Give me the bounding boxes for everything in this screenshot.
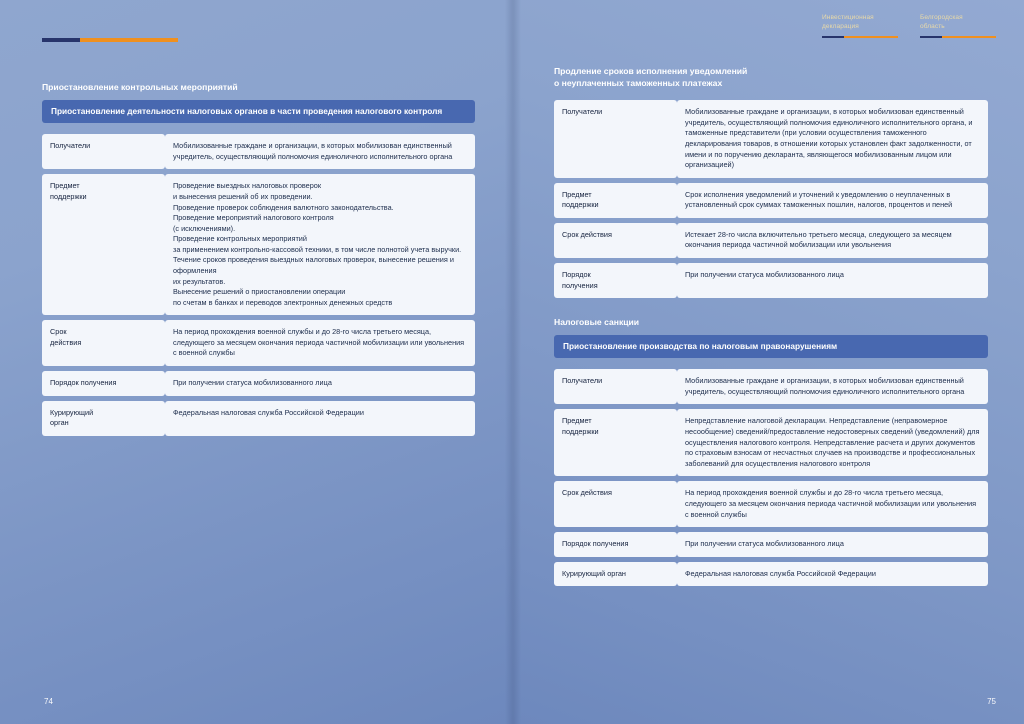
brand-right-line2: область [920, 22, 945, 30]
accent-bar [42, 38, 178, 42]
row-value: Мобилизованные граждане и организации, в которых мобилизован единственный учредитель, осуществляющий полномочия единоличного исполнительного органа, и таможенные представители (при условии осуществления таможенного декларирования товаров, в отношении которых установлен факт задолженности, от имени и по поручению декларанта, являющегося мобилизованным лицом или организацией) [677, 100, 988, 177]
banner-tax-control [42, 100, 475, 124]
brand-right-underline [920, 36, 996, 39]
brand-right-text [920, 14, 996, 32]
row-key: Курирующий орган [42, 401, 165, 436]
section-title-tax-sanctions: Налоговые санкции [554, 317, 640, 328]
table-row [554, 562, 988, 587]
row-value: На период прохождения военной службы и до 28-го числа третьего месяца, следующего за месяцем окончания периода частичной мобилизации или увольнения с военной службы [677, 481, 988, 527]
row-value: Истекает 28-го числа включительно третьего месяца, следующего за месяцем окончания периода частичной мобилизации или увольнения [677, 223, 988, 258]
row-key: Порядок получения [554, 263, 677, 298]
brand-left-text [822, 14, 898, 32]
row-value: На период прохождения военной службы и до 28-го числа третьего месяца, следующего за месяцем окончания периода частичной мобилизации или увольнения с военной службы [165, 320, 475, 366]
row-value: Непредставление налоговой декларации. Непредставление (неправомерное несообщение) сведений/предоставление недостоверных сведений (уведомлений) для осуществления налогового контроля. Непредставление расчета и других документов по страховым взносам от несчастных случаев на производстве и профессиональных заболеваний для осуществления налогового контроля [677, 409, 988, 476]
table-row [42, 174, 475, 315]
block-spacer [554, 303, 988, 317]
table-row [42, 320, 475, 366]
table-row [42, 401, 475, 436]
table-tax-control [42, 129, 475, 441]
row-value: Федеральная налоговая служба Российской Федерации [677, 562, 988, 587]
row-key: Получатели [554, 369, 677, 404]
table-row [554, 481, 988, 527]
table-row [554, 223, 988, 258]
page-right [512, 0, 1024, 724]
banner-text: Приостановление деятельности налоговых органов в части проведения налогового контроля [51, 105, 443, 116]
table-tax-sanctions [554, 364, 988, 591]
brand-right-line1: Белгородская [920, 14, 963, 21]
row-key: Срок действия [554, 223, 677, 258]
row-key: Получатели [554, 100, 677, 177]
row-key: Предмет поддержки [554, 183, 677, 218]
brand-header [822, 14, 996, 38]
table-customs-deadlines [554, 95, 988, 303]
row-key: Курирующий орган [554, 562, 677, 587]
brand-left-line2: декларация [822, 22, 859, 30]
row-key: Срок действия [42, 320, 165, 366]
accent-bar-dark [42, 38, 80, 42]
banner-tax-offences: Приостановление производства по налоговым правонарушениям [554, 335, 988, 359]
table-row [42, 134, 475, 169]
section-title-text: Приостановление контрольных мероприятий [42, 82, 238, 92]
table-row [554, 263, 988, 298]
brand-left-line1: Инвестиционная [822, 14, 874, 21]
table-row [554, 369, 988, 404]
table-row [554, 409, 988, 476]
right-page-content [554, 66, 988, 591]
row-value: При получении статуса мобилизованного лица [677, 532, 988, 557]
row-value: Проведение выездных налоговых проверок и вынесения решений об их проведении. Проведение проверок соблюдения валютного законодательства. Проведение мероприятий налогового контроля (с исключениями). Проведение контрольных мероприятий за применением контрольно-кассовой техники, в том числе полнотой учета выручки. Течение сроков проведения выездных налоговых проверок, вынесение решения и оформления их результатов. Вынесение решений о приостановлении операции по счетам в банках и переводов электронных денежных средств [165, 174, 475, 315]
row-key: Предмет поддержки [554, 409, 677, 476]
table-row [554, 183, 988, 218]
row-value: При получении статуса мобилизованного лица [165, 371, 475, 396]
table-row [554, 532, 988, 557]
page-number-left: 74 [44, 697, 53, 706]
row-value: Мобилизованные граждане и организации, в которых мобилизован единственный учредитель, осуществляющий полномочия единоличного исполнительного органа [165, 134, 475, 169]
row-key: Порядок получения [554, 532, 677, 557]
row-value: Срок исполнения уведомлений и уточнений к уведомлению о неуплаченных в установленный срок суммах таможенных пошлин, налогов, процентов и пеней [677, 183, 988, 218]
row-key: Предмет поддержки [42, 174, 165, 315]
row-value: Мобилизованные граждане и организации, в которых мобилизован единственный учредитель, осуществляющий полномочия единоличного исполнительного органа [677, 369, 988, 404]
page-number-right: 75 [987, 697, 996, 706]
row-value: Федеральная налоговая служба Российской Федерации [165, 401, 475, 436]
brand-left [822, 14, 898, 38]
row-key: Порядок получения [42, 371, 165, 396]
section-title-customs-deadlines: Продление сроков исполнения уведомлений о неуплаченных таможенных платежах [554, 66, 748, 88]
table-row [42, 371, 475, 396]
accent-bar-orange [80, 38, 178, 42]
row-key: Срок действия [554, 481, 677, 527]
brand-right [920, 14, 996, 38]
row-value: При получении статуса мобилизованного лица [677, 263, 988, 298]
left-page-content [42, 82, 475, 441]
brand-left-underline [822, 36, 898, 39]
section-title-control-measures [42, 82, 475, 94]
table-row [554, 100, 988, 177]
row-key: Получатели [42, 134, 165, 169]
